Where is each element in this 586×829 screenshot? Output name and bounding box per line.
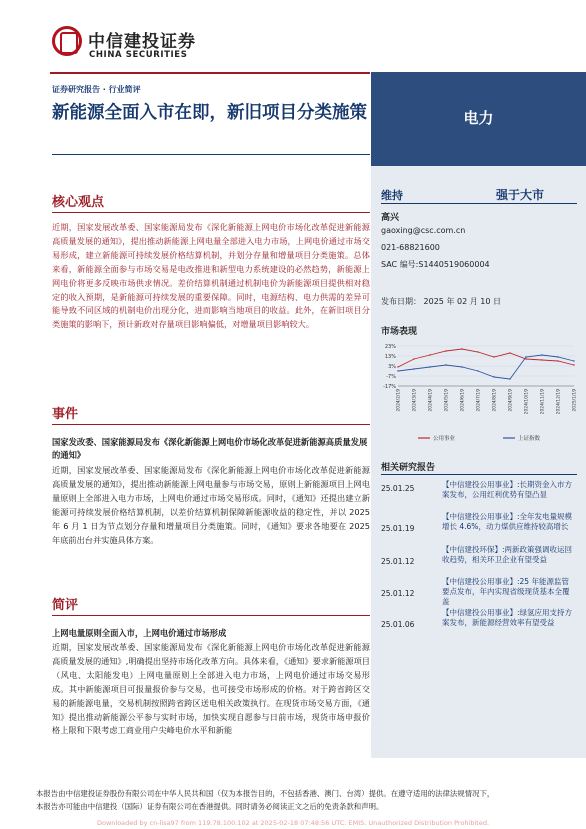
y-tick-label: 13% xyxy=(384,354,396,360)
company-logo-icon xyxy=(52,26,82,56)
x-tick-label: 2024/10/19 xyxy=(524,389,530,415)
data-point xyxy=(573,364,574,365)
related-date: 25.01.12 xyxy=(381,557,415,566)
data-point xyxy=(557,360,558,361)
disclaimer-line-1: 本报告由中信建投证券股份有限公司在中华人民共和国（仅为本报告目的，不包括香港、澳门、台湾）提供。在遵守适用的法律法规情况下， xyxy=(36,789,495,798)
data-point xyxy=(461,366,462,367)
x-tick-label: 2024/8/19 xyxy=(492,389,498,412)
analyst-phone: 021-68821600 xyxy=(381,243,440,252)
data-point xyxy=(397,370,398,371)
related-report-link[interactable]: 【中信建投公用事业】:绿氢应用支持方案发布，新能源经营效率有望受益 xyxy=(442,608,573,627)
comment-divider xyxy=(52,615,370,616)
related-report-link[interactable]: 【中信建投公用事业】:全年发电量规模增长 4.6%，动力煤供应维持较高增长 xyxy=(442,512,573,531)
core-view-text: 近期，国家发展改革委、国家能源局发布《深化新能源上网电价市场化改革促进新能源高质量发展的通知》，提出推动新能源上网电量全部进入电力市场，上网电价通过市场交易形成，建立新能源可持续发展价格结算机制，并划分存量和增量项目分类施策。总体来看，新能源全面参与市场交易是电改推进和新型电力系统建设的必然趋势，新能源上网电价将更多反映市场供求情况。差价结算机制通过机制电价为新能源项目提供相对稳定的收入预期，是新能源可持续发展的重要保障。同时，电源结构、电力供需的差异可能导致不同区域的机制电价出现分化，进而影响当地项目的收益。此外，在新旧项目分类施策的影响下，预计新政对存量项目影响偏低，对增量项目影响较大。 xyxy=(52,222,370,330)
page-title: 新能源全面入市在即，新旧项目分类施策 xyxy=(52,103,367,123)
related-date: 25.01.12 xyxy=(381,589,415,598)
data-point xyxy=(445,364,446,365)
data-point xyxy=(573,360,574,361)
data-point xyxy=(429,354,430,355)
y-tick-label: -7% xyxy=(386,374,396,380)
data-point xyxy=(461,348,462,349)
data-point xyxy=(397,366,398,367)
related-divider xyxy=(381,474,577,475)
related-date: 25.01.19 xyxy=(381,524,415,533)
x-tick-label: 2024/12/19 xyxy=(556,389,562,415)
data-point xyxy=(541,359,542,360)
event-divider xyxy=(52,424,370,425)
related-date: 25.01.06 xyxy=(381,620,415,629)
analyst-name: 高兴 xyxy=(381,213,400,223)
x-tick-label: 2024/9/19 xyxy=(508,389,514,412)
series-line-0 xyxy=(398,349,574,367)
event-subheading: 国家发改委、国家能源局发布《深化新能源上网电价市场化改革促进新能源高质量发展的通知》 xyxy=(52,437,368,461)
analyst-email[interactable]: gaoxing@csc.com.cn xyxy=(381,226,466,235)
analyst-sac: SAC 编号:S1440519060004 xyxy=(381,260,490,269)
breadcrumb: 证券研究报告 · 行业简评 xyxy=(52,85,141,94)
x-tick-label: 2024/2/19 xyxy=(396,389,402,412)
data-point xyxy=(413,368,414,369)
comment-heading: 简评 xyxy=(52,598,79,613)
related-report-link[interactable]: 【中信建投公用事业】:25 年能源监管要点发布，年内实现省级现货基本全覆盖 xyxy=(442,577,570,606)
data-point xyxy=(477,351,478,352)
data-point xyxy=(429,366,430,367)
data-point xyxy=(493,376,494,377)
data-point xyxy=(509,378,510,379)
y-tick-label: -17% xyxy=(383,384,396,390)
publish-date: 发布日期： 2025 年 02 月 10 日 xyxy=(381,297,501,306)
data-point xyxy=(557,356,558,357)
market-performance-chart xyxy=(378,338,583,446)
data-point xyxy=(525,356,526,357)
x-tick-label: 2024/4/19 xyxy=(428,389,434,412)
y-tick-label: 3% xyxy=(388,364,396,370)
x-tick-label: 2024/5/19 xyxy=(444,389,450,412)
disclaimer-line-2: 本报告亦可能由中信建投（国际）证券有限公司在香港提供。同时请务必阅读正文之后的免责条款和声明。 xyxy=(36,802,384,811)
logo-english-name: CHINA SECURITIES xyxy=(89,50,188,60)
logo-chinese-name: 中信建投证券 xyxy=(88,32,196,52)
y-tick-label: 23% xyxy=(384,344,396,350)
data-point xyxy=(413,358,414,359)
rating-divider xyxy=(381,203,577,204)
comment-subheading: 上网电量原则全面入市，上网电价通过市场形成 xyxy=(52,628,227,638)
data-point xyxy=(493,356,494,357)
x-tick-label: 2025/1/19 xyxy=(572,389,578,412)
data-point xyxy=(509,352,510,353)
legend-label: 公用事业 xyxy=(433,436,456,442)
download-watermark: Downloaded by cn-lisa97 from 119.78.100.102 at 2025-02-18 07:48:56 UTC. EMIS. Unauthorized Distribution Prohibited. xyxy=(96,819,490,827)
core-view-heading: 核心观点 xyxy=(52,195,105,210)
core-view-divider xyxy=(52,212,370,213)
data-point xyxy=(445,350,446,351)
market-performance-title: 市场表现 xyxy=(381,327,418,337)
related-report-link[interactable]: 【中信建投公用事业】:长期资金入市方案发布，公用红利优势有望凸显 xyxy=(442,480,573,499)
event-heading: 事件 xyxy=(52,407,79,422)
data-point xyxy=(525,358,526,359)
x-tick-label: 2024/3/19 xyxy=(412,389,418,412)
legend-label: 上证指数 xyxy=(518,436,541,442)
x-tick-label: 2024/7/19 xyxy=(476,389,482,412)
rating-action: 维持 xyxy=(381,189,403,202)
related-date: 25.01.25 xyxy=(381,484,415,493)
related-report-link[interactable]: 【中信建投环保】:两新政策强调收运回收趋势，相关环卫企业有望受益 xyxy=(442,545,573,564)
data-point xyxy=(541,354,542,355)
data-point xyxy=(477,370,478,371)
related-reports-title: 相关研究报告 xyxy=(381,463,436,473)
rating-value: 强于大市 xyxy=(496,188,545,202)
x-tick-label: 2024/6/19 xyxy=(460,389,466,412)
series-line-1 xyxy=(398,355,574,379)
header-divider xyxy=(50,72,370,74)
x-tick-label: 2024/11/19 xyxy=(540,389,546,415)
industry-label: 电力 xyxy=(463,109,494,127)
event-text: 近期，国家发展改革委、国家能源局发布《深化新能源上网电价市场化改革促进新能源高质量发展的通知》，提出推动新能源上网电量参与市场交易，原则上新能源项目上网电量原则上全部进入电力市场，上网电价通过市场交易形成。同时，《通知》还提出建立新能源可持续发展价格结算机制，以差价结算机制保障新能源收益的稳定性，并以 2025 年 6 月 1 日为节点划分存量和增量项目分类施策。同时，《通知》要求各地要在 2025 年底前出台并实施具体方案。 xyxy=(52,465,370,545)
comment-text: 近期，国家发展改革委、国家能源局发布《深化新能源上网电价市场化改革促进新能源高质量发展的通知》,明确提出坚持市场化改革方向。具体来看，《通知》要求新能源项目（风电、太阳能发电）上网电量原则上全部进入电力市场，上网电价通过市场交易形成。其中新能源项目可报量报价参与交易，也可接受市场形成的价格。对于跨省跨区交易的新能源电量，交易机制按照跨省跨区送电相关政策执行。在现货市场交易方面，《通知》提出推动新能源公平参与实时市场，加快实现自愿参与日前市场，现货市场申报价格上限和下限考虑工商业用户尖峰电价水平和新能 xyxy=(52,642,370,736)
title-underline xyxy=(52,154,370,155)
